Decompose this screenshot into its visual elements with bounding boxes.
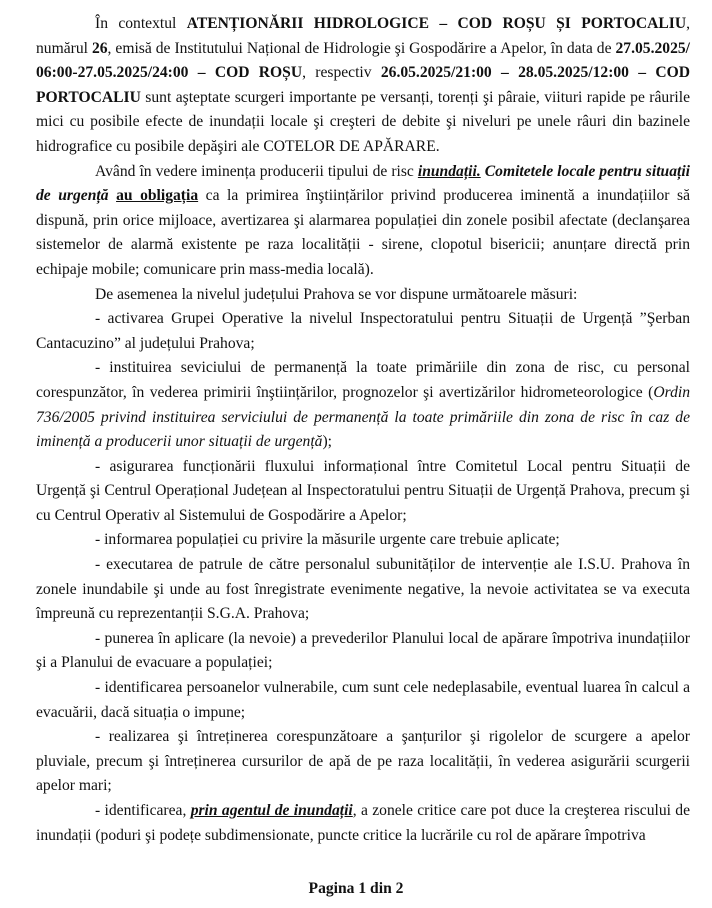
committees-text: Comitetele locale pentru situații de urgență — [36, 162, 690, 205]
text: , emisă de Institutului Național de Hidrologie şi Gospodărire a Apelor, în data de — [107, 39, 616, 57]
measure-item: - executarea de patrule de către personalul subunităților de intervenție ale I.S.U. Prahova în zonele inundabile şi unde au fost înregistrate evenimente negative, la nevoie activitatea se va executa împreună cu reprezentanții S.G.A. Prahova; — [36, 556, 690, 623]
text: Având în vedere iminența producerii tipului de risc — [95, 162, 418, 180]
text: sunt aşteptate scurgeri importante pe versanți, torenți şi pâraie, viituri rapide pe râurile mici cu posibile efecte de inundații locale şi creşteri de debite şi niveluri pe unele râuri din bazinele hidrografice cu posibile depăşiri ale COTELOR DE APĂRARE. — [36, 88, 690, 155]
text: , respectiv — [302, 64, 381, 82]
page-footer: Pagina 1 din 2 — [308, 880, 404, 897]
text: În contextul — [95, 15, 187, 32]
text: , a zonele critice care pot duce la creşterea riscului de inundații (poduri şi podețe subdimensionate, puncte critice la lucrările cu rol de apărare împotriva — [36, 802, 691, 844]
measure-item — [36, 799, 690, 848]
risk-type: inundații. — [417, 162, 481, 180]
alert-number: 26 — [91, 39, 108, 57]
measure-item: - activarea Grupei Operative la nivelul Inspectoratului pentru Situații de Urgență ”Şerban Cantacuzino” al județului Prahova; — [36, 310, 690, 352]
red-code-interval: 27.05.2025/ 06:00-27.05.2025/24:00 – COD ROȘU — [36, 39, 691, 82]
text: , numărul — [36, 15, 690, 57]
text: ); — [322, 433, 332, 451]
text: - instituirea seviciului de permanență la toate primăriile din zona de risc, cu personal corespunzător, în vederea primirii înştiințărilor, prognozelor şi avertizărilor hidrometeorologice ( — [36, 359, 690, 401]
text — [109, 187, 117, 204]
measure-item: - identificarea persoanelor vulnerabile, cum sunt cele nedeplasabile, eventual luarea în calcul a evacuării, dacă situația o impune; — [36, 679, 690, 721]
order-reference: Ordin 736/2005 privind instituirea serviciului de permanență la toate primăriile din zona de risc în caz de iminență a producerii unor situații de urgență — [36, 383, 690, 451]
alert-title: ATENȚIONĂRII HIDROLOGICE – COD ROȘU ȘI PORTOCALIU — [186, 15, 687, 32]
measure-item: - asigurarea funcționării fluxului informațional între Comitetul Local pentru Situații de Urgență şi Centrul Operațional Județean al Inspectoratului pentru Situații de Urgență Prahova, precum şi cu Centrul Operativ al Sistemului de Gospodărire a Apelor; — [36, 457, 690, 524]
measure-item: - realizarea şi întreținerea corespunzătoare a şanțurilor şi rigolelor de scurgere a apelor pluviale, precum şi întreținerea cursurilor de apă de pe raza localității, în vederea asigurării scurgerii apelor mari; — [36, 728, 690, 795]
orange-code-interval: 26.05.2025/21:00 – 28.05.2025/12:00 – COD PORTOCALIU — [36, 64, 690, 106]
measure-item: - informarea populației cu privire la măsurile urgente care trebuie aplicate; — [95, 531, 560, 549]
paragraph-measures-intro: De asemenea la nivelul județului Prahova se vor dispune următoarele măsuri: — [95, 285, 578, 303]
paragraph-hydro-alert — [36, 12, 690, 160]
text: - identificarea, — [95, 802, 191, 819]
measure-item: - punerea în aplicare (la nevoie) a prevederilor Planului local de apărare împotriva inundațiilor şi a Planului de evacuare a populației; — [36, 629, 690, 672]
document-page — [36, 12, 690, 848]
measure-item — [36, 356, 690, 454]
paragraph-obligations — [36, 160, 690, 283]
obligation-text: au obligația — [116, 187, 199, 205]
text: ca la primirea înştiințărilor privind producerea iminentă a inundațiilor să dispună, prin orice mijloace, avertizarea şi alarmarea populației din zonele posibil afectate (declanşarea sistemelor de alarmă existente pe raza localității - sirene, clopotul bisericii; anunțare directă prin echipaje mobile; comunicare prin mass-media locală). — [36, 187, 691, 278]
flood-agent-text: prin agentul de inundații — [190, 802, 353, 819]
